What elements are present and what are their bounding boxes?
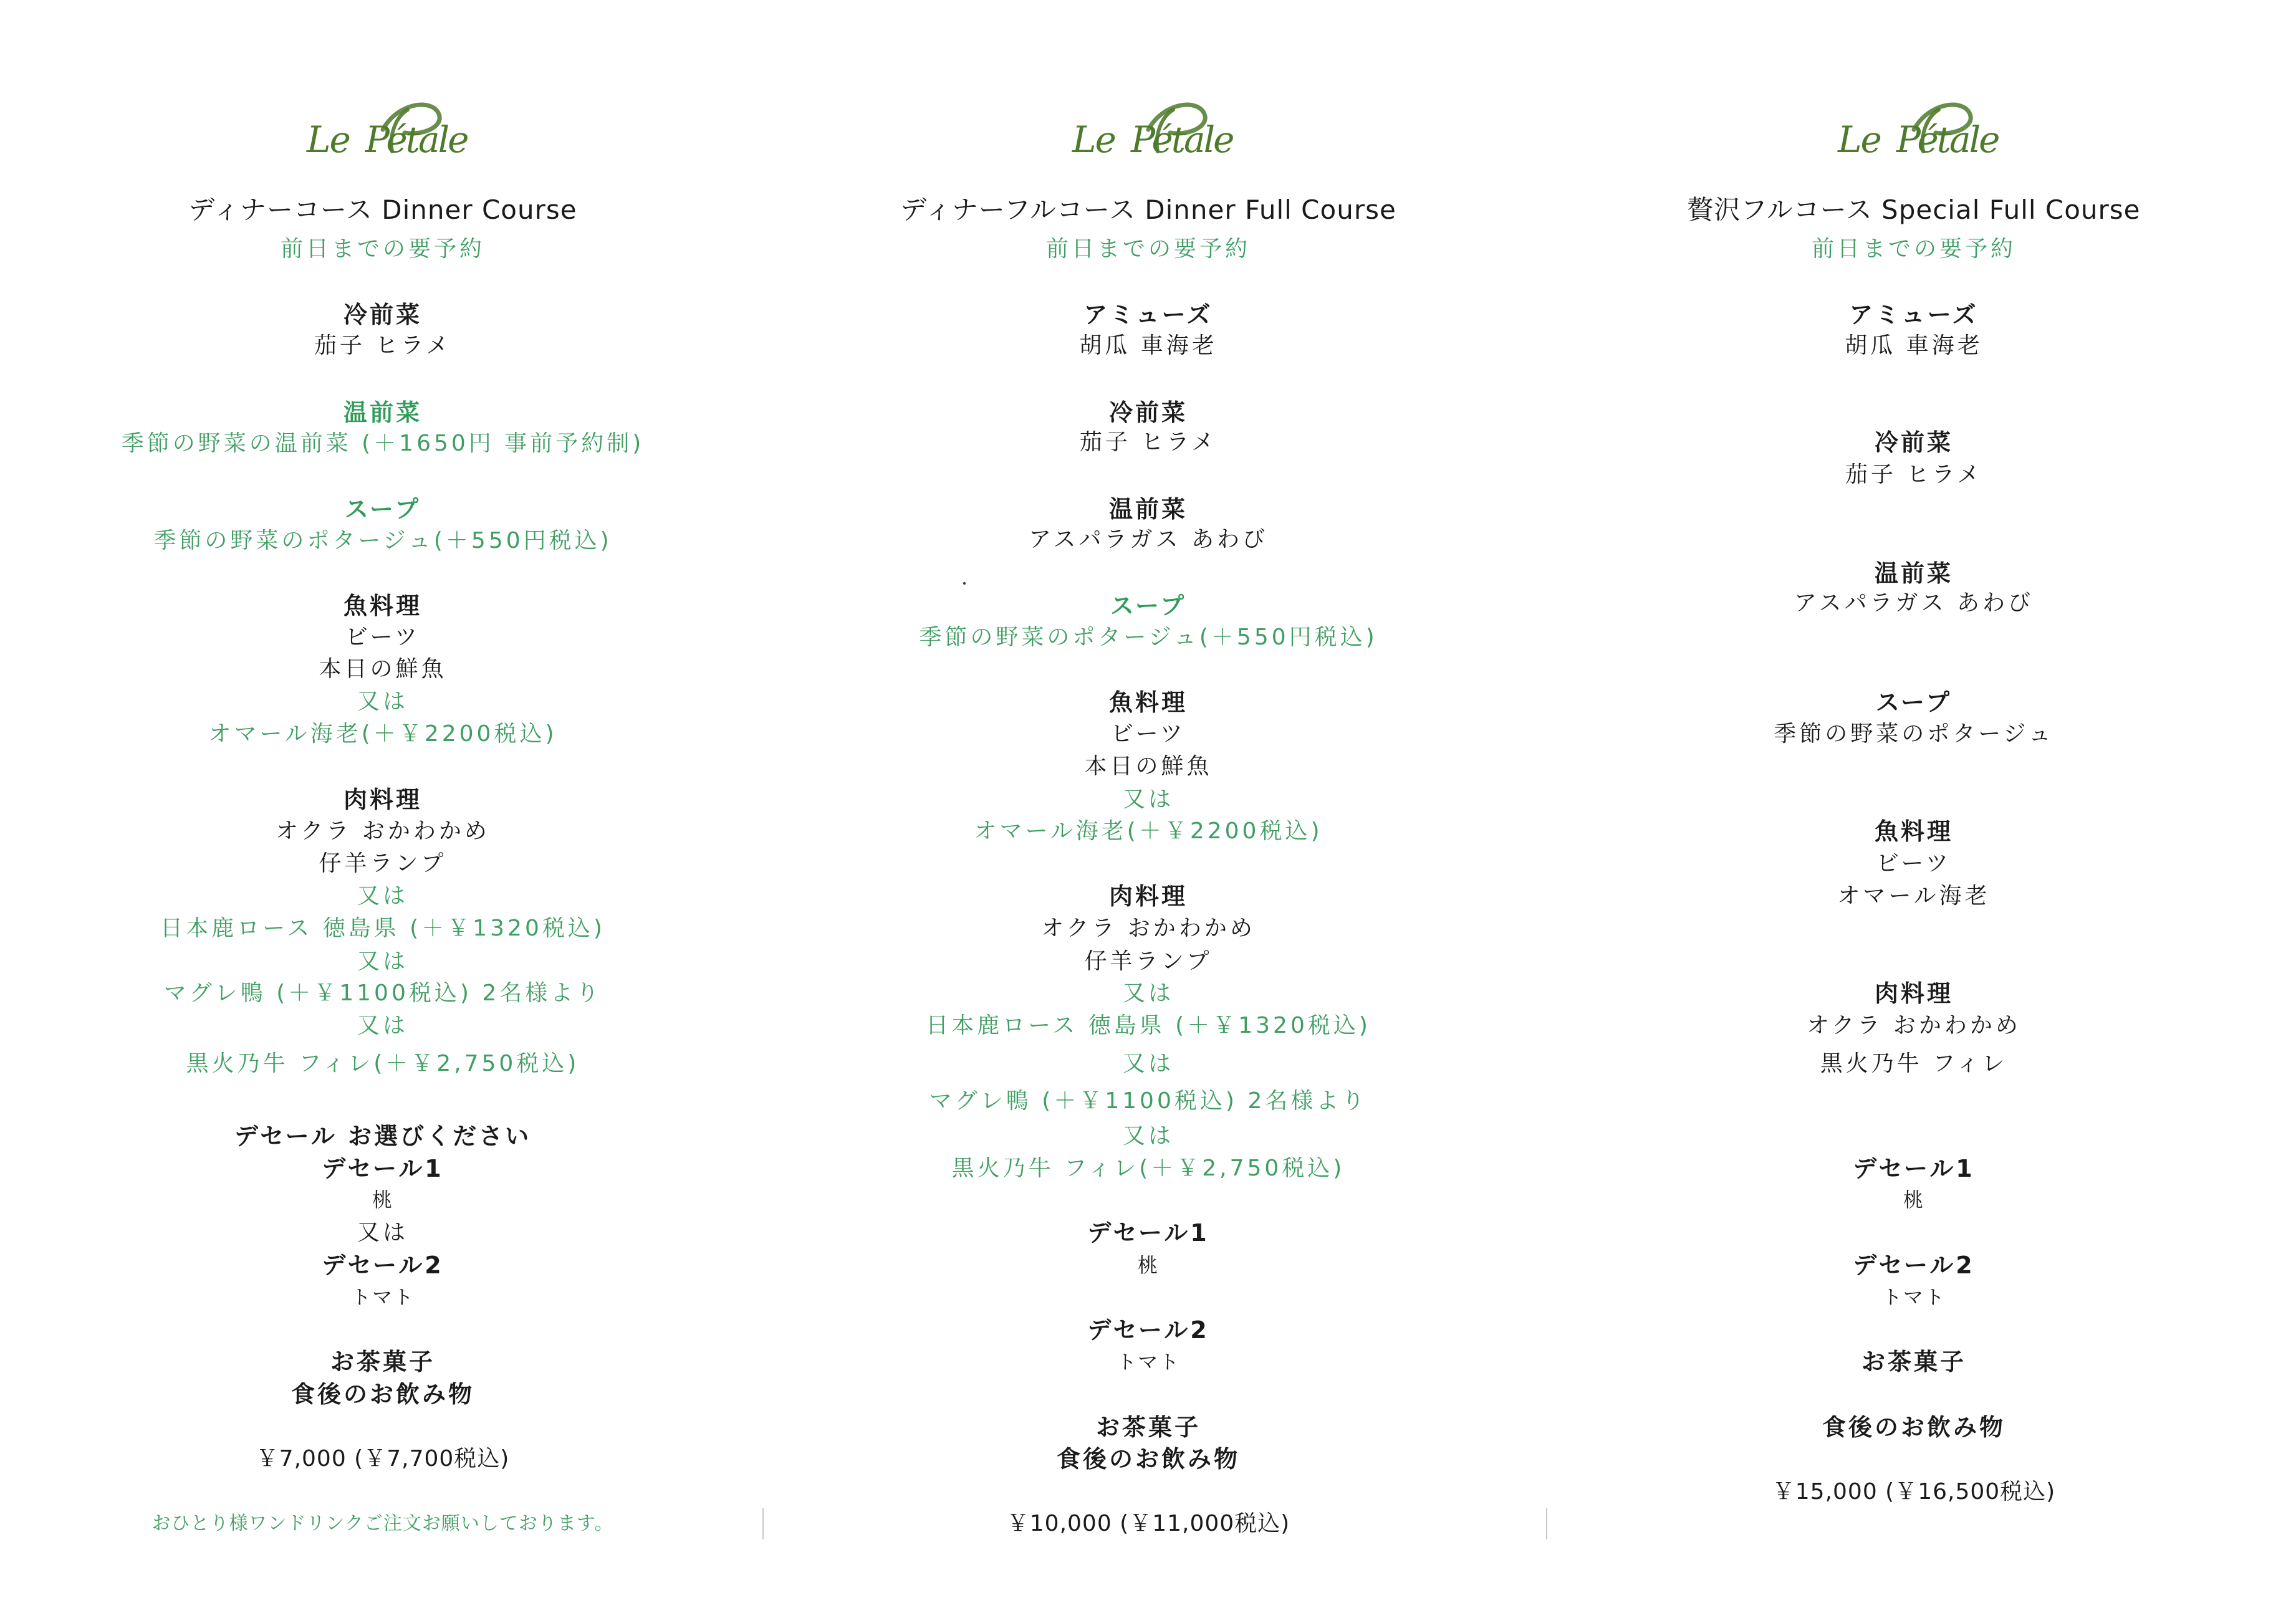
menu-section-heading: お茶菓子 — [1095, 1414, 1201, 1441]
menu-section-heading: スープ — [1875, 689, 1953, 716]
le-petale-logo — [289, 92, 476, 167]
menu-section-heading: 冷前菜 — [343, 301, 422, 328]
le-petale-logo — [1820, 92, 2007, 167]
menu-item: 又は — [1122, 1123, 1174, 1149]
menu-item: アスパラガス あわび — [1028, 527, 1268, 552]
menu-item: ビーツ — [1876, 851, 1952, 876]
menu-section-heading: スープ — [1110, 592, 1187, 620]
menu-item: 仔羊ランプ — [1084, 949, 1213, 974]
menu-item: 胡瓜 車海老 — [1079, 333, 1218, 358]
course-price: ￥15,000 (￥16,500税込) — [1772, 1479, 2056, 1505]
svg-text:Pétale: Pétale — [365, 118, 468, 161]
menu-section-heading: デセール1 — [1853, 1155, 1975, 1182]
menu-item: オマール海老(＋￥2200税込) — [208, 721, 557, 747]
menu-section-heading: 温前菜 — [1108, 496, 1188, 523]
stray-dot — [963, 582, 966, 585]
column-divider — [1546, 1508, 1547, 1539]
menu-item: マグレ鴨 (＋￥1100税込) 2名様より — [163, 980, 602, 1006]
menu-section-heading: 食後のお飲み物 — [1822, 1414, 2005, 1441]
menu-item: 又は — [357, 949, 408, 974]
menu-section-heading: アミューズ — [1083, 301, 1213, 328]
menu-item: 仔羊ランプ — [319, 851, 447, 876]
menu-section-heading: 温前菜 — [1874, 560, 1953, 587]
menu-item: 日本鹿ロース 徳島県 (＋￥1320税込) — [160, 916, 605, 941]
menu-item: 前日までの要予約 — [280, 236, 485, 262]
menu-item: 又は — [357, 1220, 408, 1245]
menu-item: 本日の鮮魚 — [1084, 754, 1213, 779]
course-price: ￥10,000 (￥11,000税込) — [1006, 1511, 1290, 1536]
menu-item: トマト — [350, 1285, 415, 1309]
menu-section-heading: スープ — [344, 496, 421, 523]
menu-item: 黒火乃牛 フィレ — [1820, 1051, 2008, 1076]
menu-section-heading: 食後のお飲み物 — [291, 1381, 474, 1408]
menu-item: 又は — [1122, 980, 1174, 1006]
menu-item: 季節の野菜の温前菜 (＋1650円 事前予約制) — [121, 431, 645, 456]
menu-section-heading: アミューズ — [1849, 301, 1979, 328]
menu-section-heading: 魚料理 — [1874, 818, 1953, 845]
menu-item: 茄子 ヒラメ — [1845, 462, 1983, 487]
dinner-course-column — [0, 0, 766, 1623]
menu-item: 又は — [357, 689, 408, 714]
menu-section-heading: 温前菜 — [343, 399, 422, 426]
menu-item: 桃 — [1903, 1188, 1924, 1212]
menu-section-heading: 食後のお飲み物 — [1056, 1445, 1240, 1473]
menu-section-heading: お茶菓子 — [330, 1348, 435, 1376]
menu-item: ビーツ — [345, 625, 421, 650]
menu-section-heading: デセール2 — [322, 1252, 444, 1279]
menu-item: 黒火乃牛 フィレ(＋￥2,750税込) — [186, 1051, 580, 1076]
course-title: ディナーフルコース Dinner Full Course — [900, 194, 1396, 225]
course-price: ￥7,000 (￥7,700税込) — [256, 1446, 510, 1472]
menu-item: 胡瓜 車海老 — [1845, 333, 1983, 358]
menu-item: 季節の野菜のポタージュ(＋550円税込) — [153, 528, 612, 553]
menu-section-heading: デセール お選びください — [234, 1123, 532, 1150]
menu-item: オクラ おかわかめ — [1041, 916, 1256, 941]
menu-item: トマト — [1881, 1285, 1946, 1309]
menu-section-heading: デセール2 — [1087, 1316, 1209, 1344]
menu-item: トマト — [1116, 1350, 1180, 1374]
menu-section-heading: 冷前菜 — [1108, 399, 1188, 426]
menu-item: 桃 — [1137, 1253, 1159, 1277]
menu-section-heading: 肉料理 — [343, 786, 422, 813]
drink-note: おひとり様ワンドリンクご注文お願いしております。 — [151, 1513, 614, 1534]
menu-item: 桃 — [372, 1188, 393, 1212]
menu-item: 又は — [357, 1013, 408, 1038]
menu-item: オマール海老 — [1837, 883, 1991, 909]
menu-item: 季節の野菜のポタージュ — [1774, 721, 2054, 747]
menu-item: 前日までの要予約 — [1811, 236, 2016, 262]
menu-section-heading: お茶菓子 — [1861, 1348, 1966, 1376]
menu-item: 茄子 ヒラメ — [1079, 429, 1218, 455]
menu-item: ビーツ — [1110, 721, 1186, 747]
menu-section-heading: 魚料理 — [1108, 689, 1188, 716]
menu-item: 又は — [357, 883, 408, 909]
menu-section-heading: デセール1 — [1087, 1219, 1209, 1247]
menu-section-heading: デセール1 — [322, 1155, 444, 1182]
svg-text:Le: Le — [1838, 118, 1881, 161]
svg-text:Le: Le — [1072, 118, 1115, 161]
menu-item: 季節の野菜のポタージュ(＋550円税込) — [919, 625, 1378, 650]
menu-item: アスパラガス あわび — [1794, 590, 2034, 616]
menu-section-heading: デセール2 — [1853, 1252, 1975, 1279]
menu-item: 日本鹿ロース 徳島県 (＋￥1320税込) — [926, 1013, 1371, 1038]
menu-item: オクラ おかわかめ — [1807, 1013, 2021, 1038]
menu-item: 茄子 ヒラメ — [314, 333, 452, 358]
menu-item: 黒火乃牛 フィレ(＋￥2,750税込) — [951, 1156, 1345, 1181]
menu-item: オマール海老(＋￥2200税込) — [974, 818, 1323, 844]
svg-text:Pétale: Pétale — [1896, 118, 1999, 161]
menu-section-heading: 肉料理 — [1108, 883, 1188, 910]
menu-item: オクラ おかわかめ — [276, 818, 490, 844]
course-title: ディナーコース Dinner Course — [188, 194, 577, 225]
svg-text:Pétale: Pétale — [1131, 118, 1233, 161]
menu-section-heading: 肉料理 — [1874, 980, 1953, 1007]
menu-section-heading: 冷前菜 — [1874, 429, 1953, 456]
menu-item: 又は — [1122, 1051, 1174, 1076]
course-title: 贅沢フルコース Special Full Course — [1687, 194, 2141, 225]
menu-section-heading: 魚料理 — [343, 592, 422, 620]
menu-item: 前日までの要予約 — [1045, 236, 1251, 262]
menu-item: マグレ鴨 (＋￥1100税込) 2名様より — [929, 1088, 1368, 1114]
dinner-full-course-column — [766, 0, 1531, 1623]
menu-item: 又は — [1122, 787, 1174, 812]
svg-text:Le: Le — [307, 118, 350, 161]
menu-item: 本日の鮮魚 — [319, 656, 447, 682]
le-petale-logo — [1055, 92, 1242, 167]
special-full-course-column — [1531, 0, 2296, 1623]
column-divider — [762, 1508, 764, 1539]
